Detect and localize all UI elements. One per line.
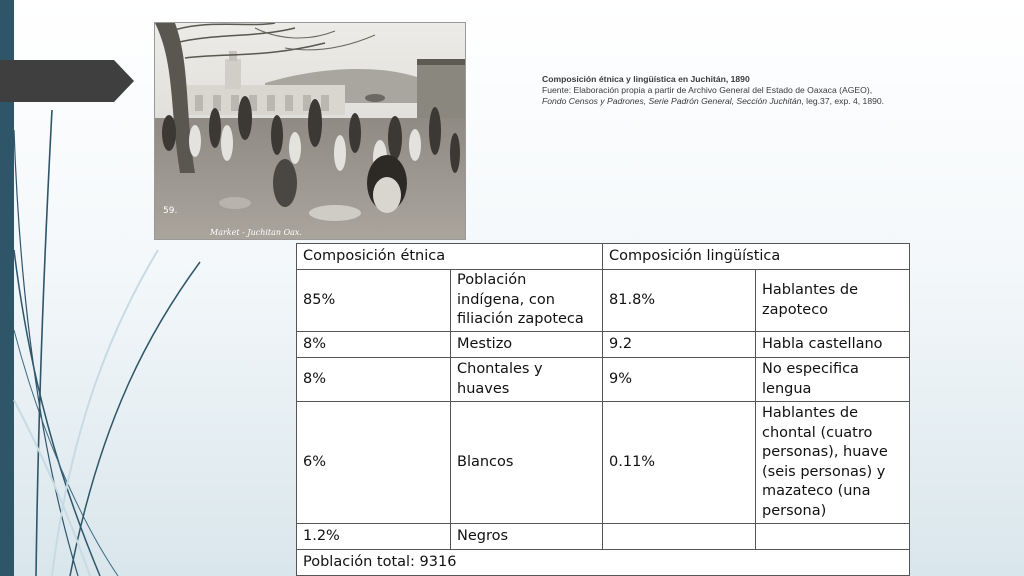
- ling-label: No especifica lengua: [756, 358, 910, 402]
- eth-label: Mestizo: [451, 332, 603, 358]
- eth-label: Negros: [451, 524, 603, 550]
- ling-pct: 81.8%: [603, 270, 756, 332]
- composition-table: [296, 243, 910, 576]
- eth-pct: 8%: [297, 332, 451, 358]
- caption-source-tail: , leg.37, exp. 4, 1890.: [801, 96, 885, 106]
- figure-caption: [542, 74, 982, 107]
- table-row: [297, 358, 910, 402]
- ling-pct: 9.2: [603, 332, 756, 358]
- ling-label: Hablantes de chontal (cuatro personas), huave (seis personas) y mazateco (una persona): [756, 402, 910, 524]
- ling-pct: 9%: [603, 358, 756, 402]
- eth-label: Blancos: [451, 402, 603, 524]
- header-ethnic: Composición étnica: [297, 244, 603, 270]
- ling-pct: [603, 524, 756, 550]
- eth-pct: 8%: [297, 358, 451, 402]
- table-row: [297, 332, 910, 358]
- caption-title: Composición étnica y lingüística en Juchitán, 1890: [542, 74, 750, 84]
- ling-label: [756, 524, 910, 550]
- title-arrow-tab: [0, 60, 134, 102]
- caption-source-continuation: [542, 96, 982, 107]
- market-photograph: [154, 22, 466, 240]
- eth-pct: 6%: [297, 402, 451, 524]
- eth-label: Chontales y huaves: [451, 358, 603, 402]
- ling-label: Habla castellano: [756, 332, 910, 358]
- ling-label: Hablantes de zapoteco: [756, 270, 910, 332]
- header-linguistic: Composición lingüística: [603, 244, 910, 270]
- caption-source: [542, 85, 982, 96]
- table-footer-row: [297, 550, 910, 576]
- photo-inscription: Market - Juchitan Oax.: [210, 228, 302, 237]
- caption-source-italic: Fondo Censos y Padrones, Serie Padrón General, Sección Juchitán: [542, 96, 802, 106]
- eth-label: Población indígena, con filiación zapoteca: [451, 270, 603, 332]
- caption-source-line: Fuente: Elaboración propia a partir de Archivo General del Estado de Oaxaca (AGEO),: [542, 85, 873, 95]
- eth-pct: 1.2%: [297, 524, 451, 550]
- table-row: [297, 270, 910, 332]
- total-population: Población total: 9316: [297, 550, 910, 576]
- ling-pct: 0.11%: [603, 402, 756, 524]
- photo-number: 59.: [163, 206, 178, 216]
- table-row: [297, 402, 910, 524]
- table-row: [297, 524, 910, 550]
- table-header-row: [297, 244, 910, 270]
- eth-pct: 85%: [297, 270, 451, 332]
